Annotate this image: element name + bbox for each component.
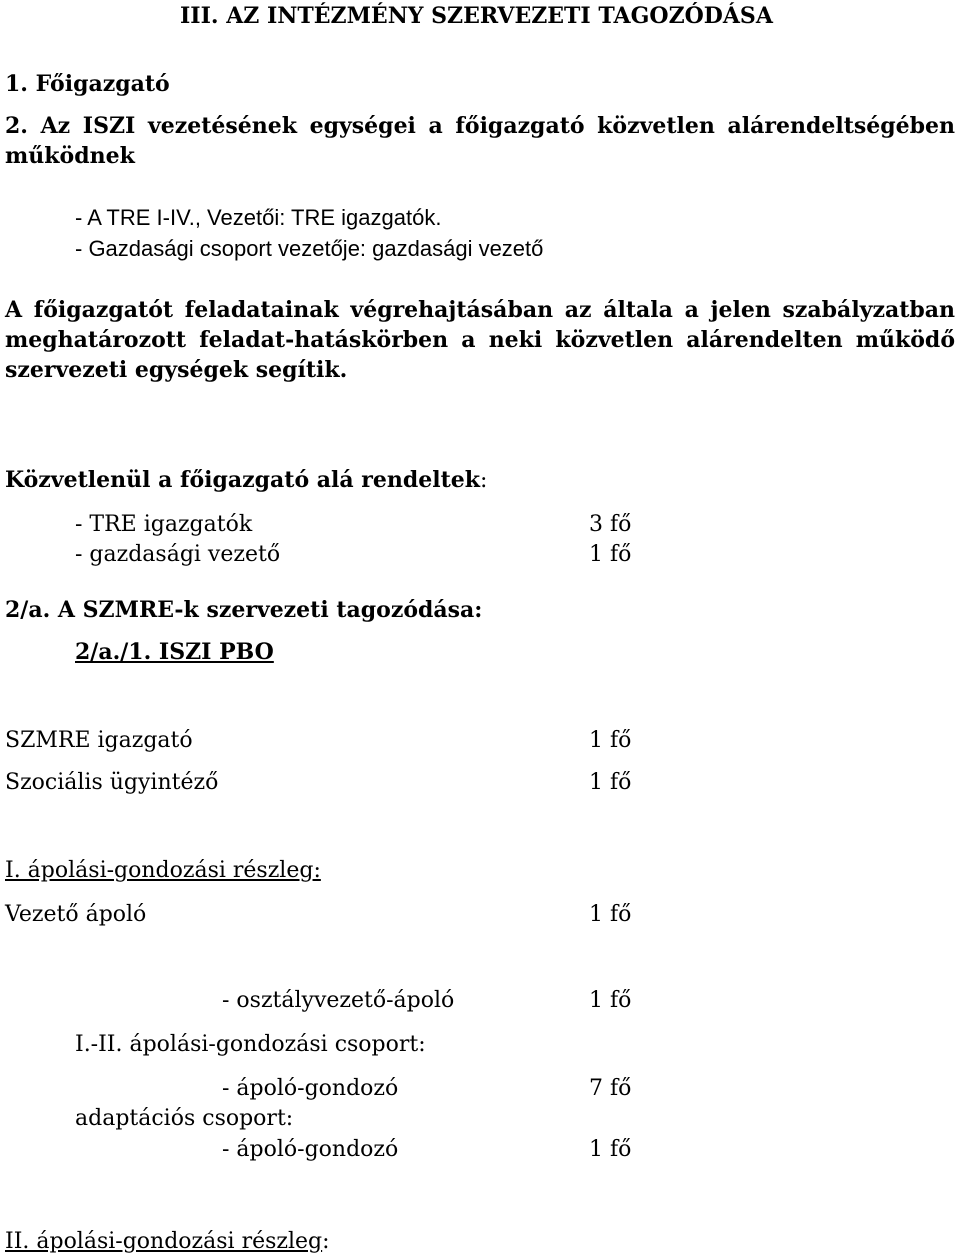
item-2-line-1: 2. Az ISZI vezetésének egységei a főigazgató közvetlen alárendeltségében [5,113,955,139]
group-2-label: - ápoló-gondozó [222,1137,399,1162]
direct-row-label: - gazdasági vezető [75,542,281,567]
section-2a1-heading: 2/a./1. ISZI PBO [75,639,274,665]
direct-row-label: - TRE igazgatók [75,512,253,537]
unit-1-heading: I. ápolási-gondozási részleg: [5,858,321,883]
paragraph-line-2: meghatározott feladat-hatáskörben a neki közvetlen alárendelten működő [5,327,955,353]
direct-row-count: 3 fő [589,512,632,537]
page-title: III. AZ INTÉZMÉNY SZERVEZETI TAGOZÓDÁSA [180,3,773,29]
paragraph-line-3: szervezeti egységek segítik. [5,357,348,383]
section-2a-heading: 2/a. A SZMRE-k szervezeti tagozódása: [5,597,483,623]
item-2-line-2: működnek [5,143,135,169]
group-2-count: 1 fő [589,1137,632,1162]
head-nurse-count: 1 fő [589,988,632,1013]
direct-subordinates-heading-text: Közvetlenül a főigazgató alá rendeltek [5,467,481,493]
unit-1-head-label: Vezető ápoló [5,902,147,927]
staff-row-label: SZMRE igazgató [5,728,193,753]
staff-row-count: 1 fő [589,770,632,795]
direct-subordinates-colon: : [480,468,488,493]
unit-2-heading [5,1229,330,1254]
staff-row-label: Szociális ügyintéző [5,770,219,795]
item-1-heading: 1. Főigazgató [5,71,170,97]
unit-2-heading-text: II. ápolási-gondozási részleg [5,1229,323,1254]
direct-subordinates-heading [5,468,487,493]
head-nurse-label: - osztályvezető-ápoló [222,988,455,1013]
group-1-count: 7 fő [589,1076,632,1101]
sub-item-tre: - A TRE I-IV., Vezetői: TRE igazgatók. [75,205,442,230]
unit-1-head-count: 1 fő [589,902,632,927]
sub-item-gazdasagi: - Gazdasági csoport vezetője: gazdasági vezető [75,236,544,261]
group-2-heading: adaptációs csoport: [75,1106,294,1131]
group-1-heading: I.-II. ápolási-gondozási csoport: [75,1032,426,1057]
unit-2-heading-colon: : [322,1229,330,1254]
paragraph-line-1: A főigazgatót feladatainak végrehajtásában az általa a jelen szabályzatban [5,297,955,323]
direct-row-count: 1 fő [589,542,632,567]
staff-row-count: 1 fő [589,728,632,753]
group-1-label: - ápoló-gondozó [222,1076,399,1101]
